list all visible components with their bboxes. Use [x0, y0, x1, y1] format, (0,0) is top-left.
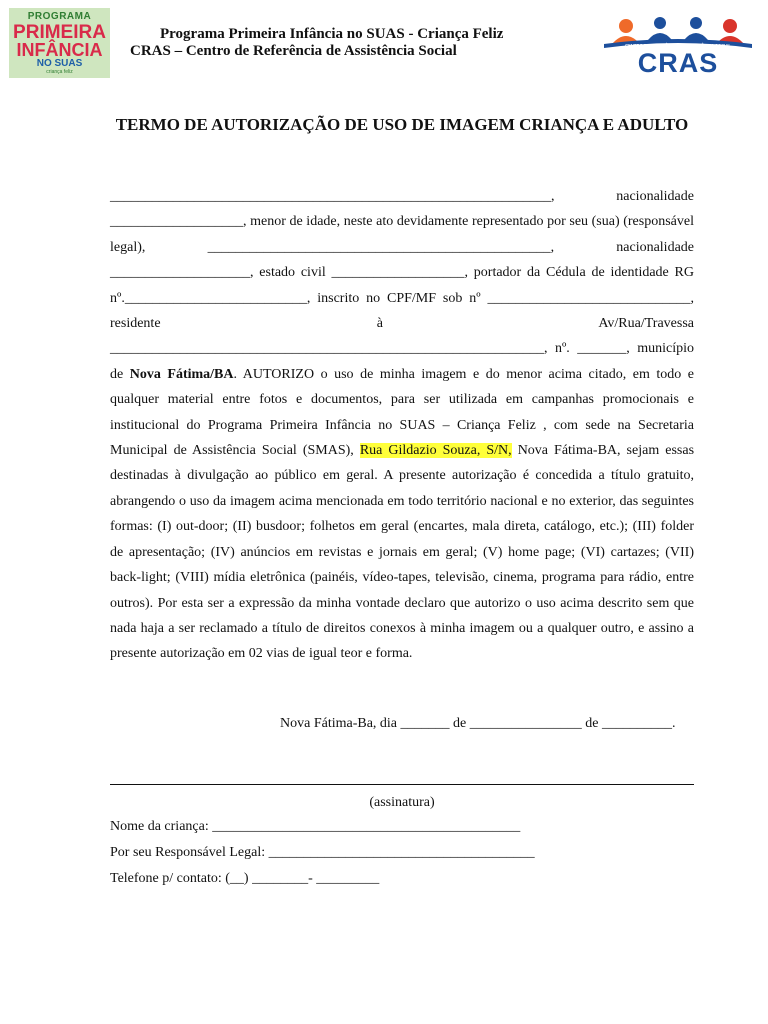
authorization-body	[110, 184, 694, 667]
document-title: TERMO DE AUTORIZAÇÃO DE USO DE IMAGEM CRIANÇA E ADULTO	[115, 115, 689, 134]
programa-primeira-infancia-logo	[9, 8, 110, 78]
body-part-2: . AUTORIZO o uso de minha imagem e do menor acima citado, em todo e qualquer material entre fotos e documentos, para ser utilizada em campanhas promocionais e institucional do Programa Primeira Infância no SUAS – Criança Feliz , com sede na Secretaria Municipal de Assistência Social (SMAS),	[110, 366, 694, 459]
logo-left-line2: PRIMEIRA	[13, 22, 106, 43]
body-part-3: Nova Fátima-BA, sejam essas destinadas à divulgação ao público em geral. A presente autorização é concedida a título gratuito, abrangendo o uso da imagem acima mencionada em todo território nacional e no exterior, das seguintes formas: (I) out-door; (II) busdoor; folhetos em geral (encartes, mala direta, catálogo, etc.); (III) folder de apresentação; (IV) anúncios em revistas e jornais em geral; (V) home page; (VI) cartazes; (VII) back-light; (VIII) mídia eletrônica (painéis, vídeo-tapes, televisão, cinema, programa para rádio, entre outros). Por esta ser a expressão da minha vontade declaro que autorizo o uso acima descrito sem que nada haja a ser reclamado a título de direitos conexos à minha imagem ou a qualquer outro, e assino a presente autorização em 02 vias de igual teor e forma.	[110, 443, 695, 662]
cras-wordmark: CRAS	[637, 48, 719, 76]
header-line1: Programa Primeira Infância no SUAS - Criança Feliz	[160, 26, 504, 42]
svg-text:CENTRO DE REFERÊNCIA DE ASSIST: CENTRO DE REFERÊNCIA DE ASSISTÊNCIA SOCIAL	[625, 43, 731, 48]
logo-left-line5: criança feliz	[46, 69, 73, 75]
date-line: Nova Fátima-Ba, dia _______ de ________________ de __________.	[280, 716, 676, 731]
logo-person-4-icon	[723, 19, 737, 33]
logo-person-1-icon	[619, 19, 633, 33]
city-name: Nova Fátima/BA	[129, 366, 234, 382]
document-header	[130, 26, 630, 60]
logo-person-2-icon	[654, 17, 666, 29]
signature-line	[110, 784, 694, 785]
logo-person-3-icon	[690, 17, 702, 29]
logo-left-line3: INFÂNCIA	[16, 40, 103, 60]
phone-field: Telefone p/ contato: (__) ________- _________	[110, 871, 380, 886]
logo-left-line4: NO SUAS	[36, 58, 83, 69]
child-name-field: Nome da criança: ____________________________________________	[110, 819, 521, 834]
guardian-field: Por seu Responsável Legal: ______________________________________	[110, 845, 535, 860]
header-line2: CRAS – Centro de Referência de Assistência Social	[130, 43, 457, 59]
cras-logo	[598, 14, 758, 76]
authorization-paragraph	[110, 184, 694, 667]
body-part-1: _______________________________________________________________, nacionalidade ___________________, menor de idade, neste ato devidamente representado por seu (sua) (responsável legal), _________________________________________________, nacionalidade ____________________, estado civil ___________________, portador da Cédula de identidade RG nº.__________________________, inscrito no CPF/MF sob nº _____________________________, residente à Av/Rua/Travessa ______________________________________________________________, nº. _______, município de	[110, 189, 694, 382]
highlighted-address: Rua Gildazio Souza, S/N,	[359, 443, 512, 459]
logo-left-line1: PROGRAMA	[27, 11, 92, 22]
signature-label: (assinatura)	[369, 795, 435, 810]
